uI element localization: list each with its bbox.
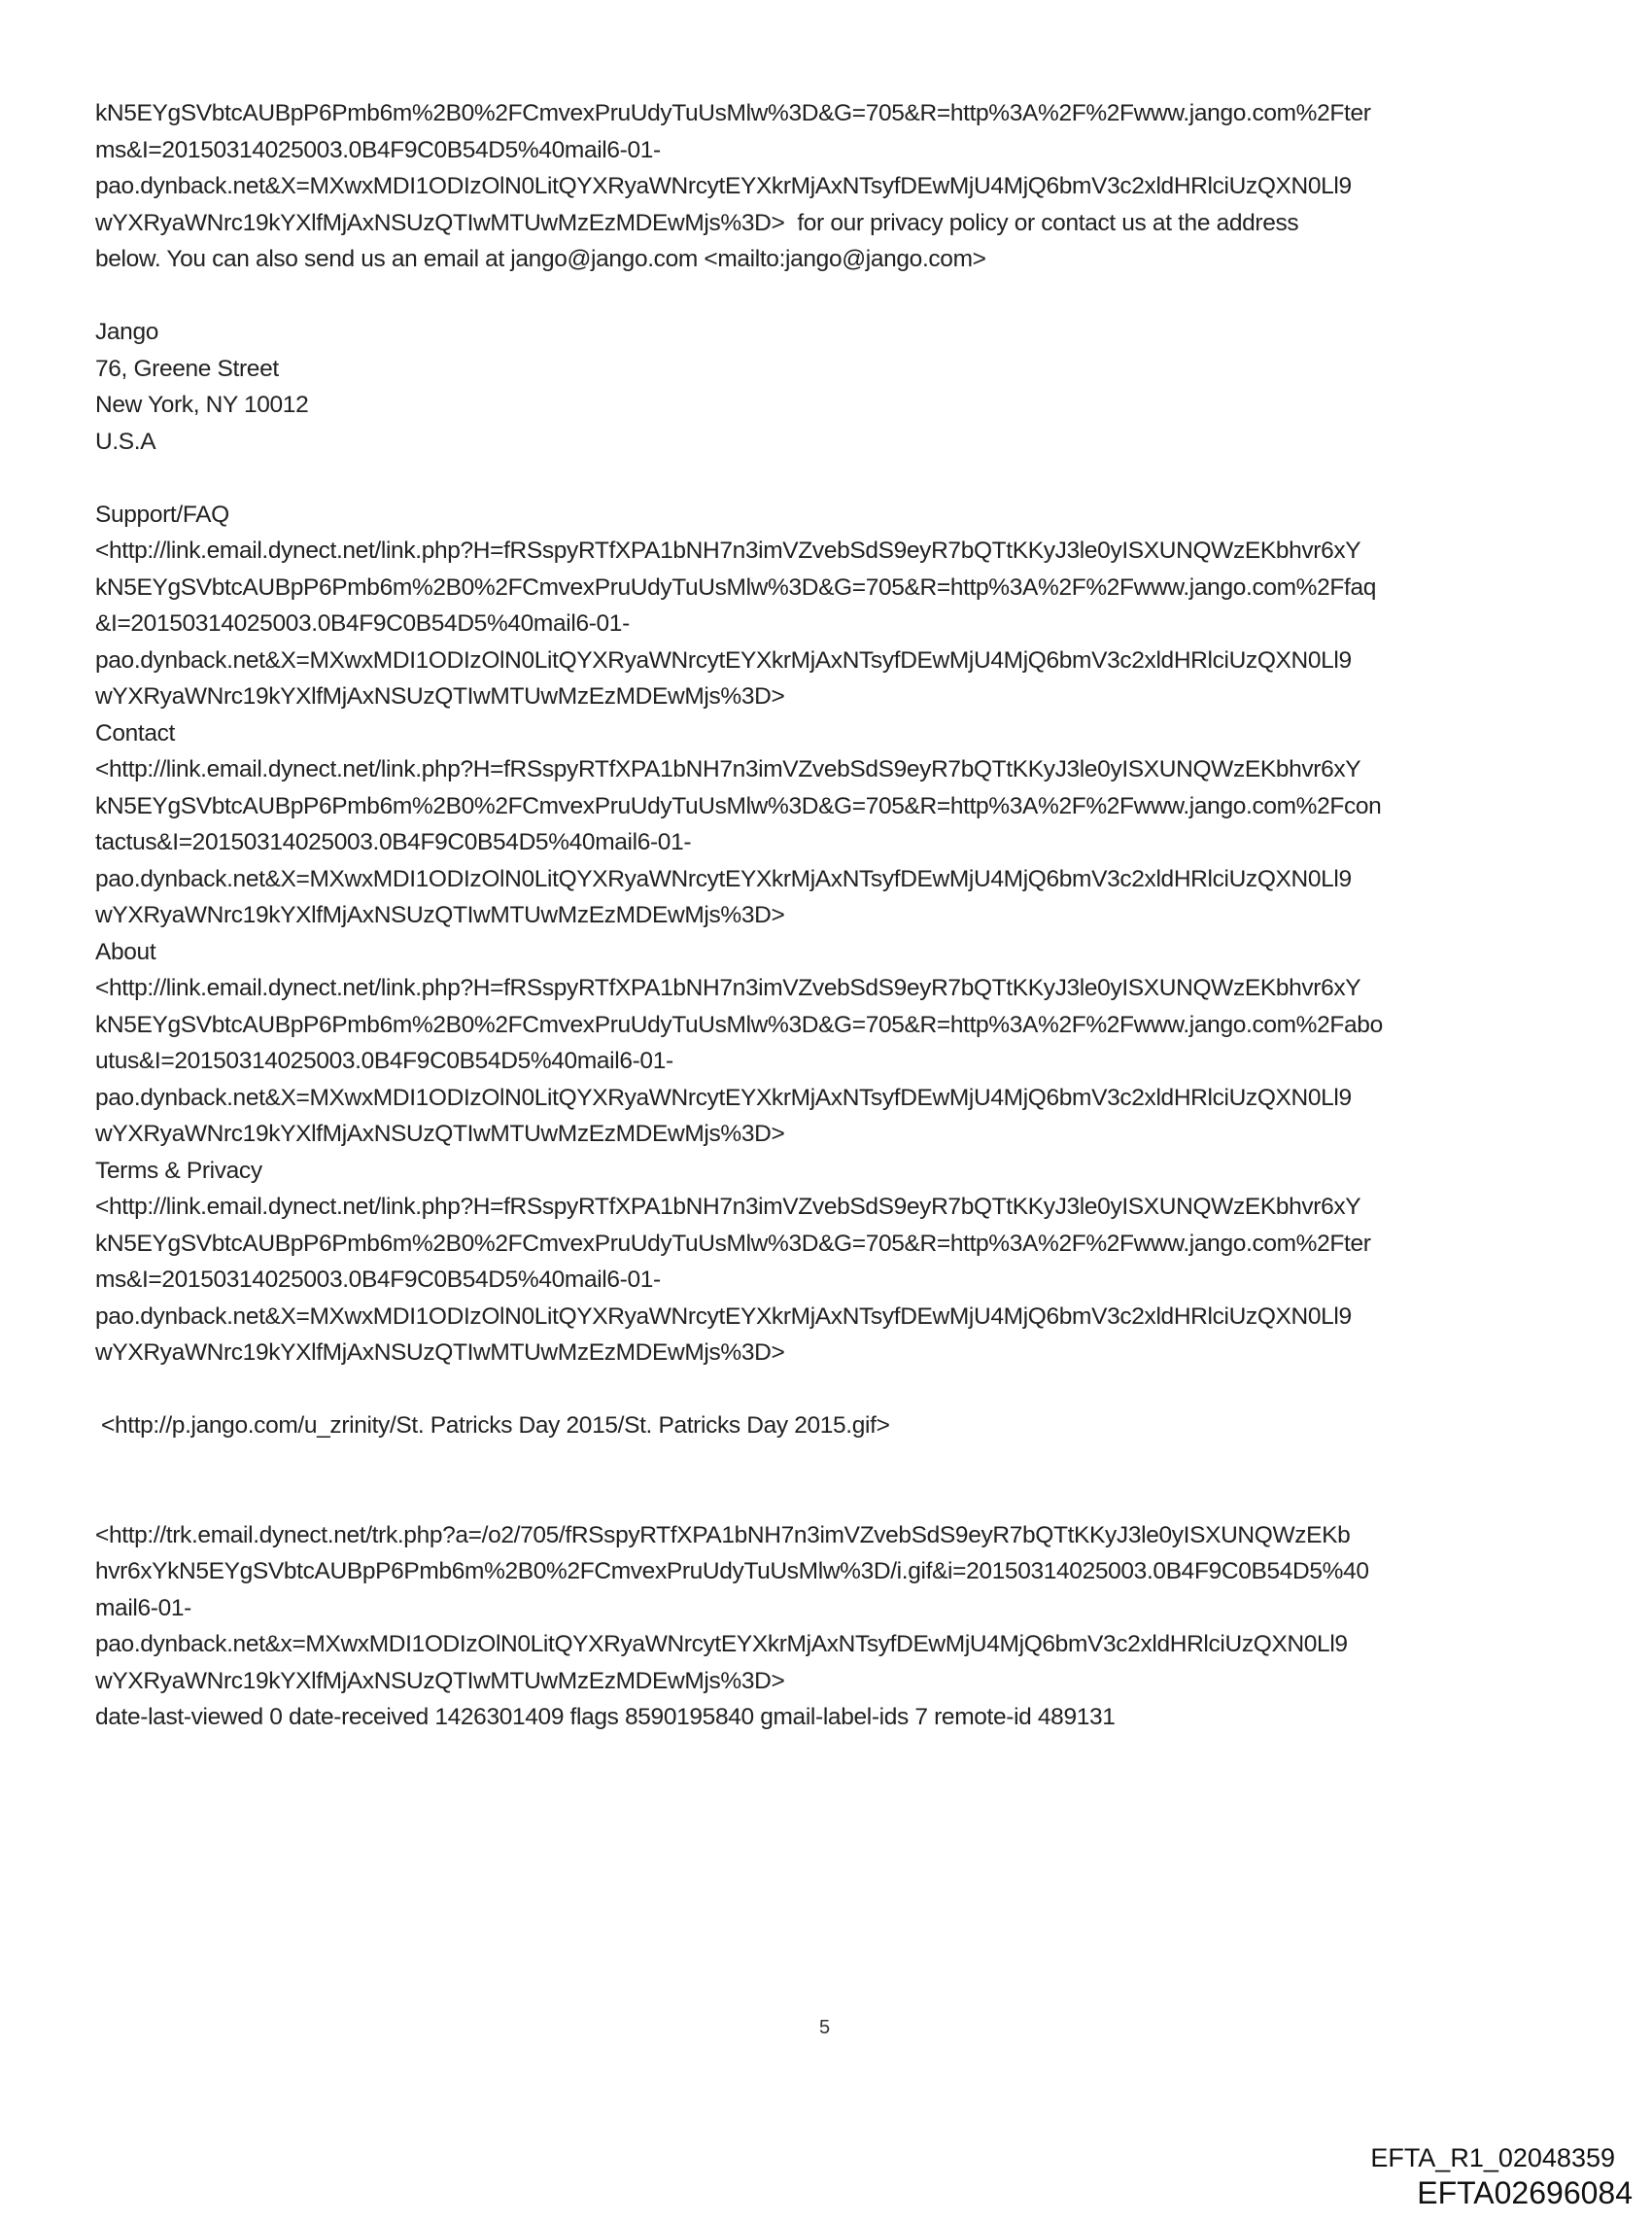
url-line: hvr6xYkN5EYgSVbtcAUBpP6Pmb6m%2B0%2FCmvexPruUdyTuUsMlw%3D/i.gif&i=20150314025003.0B4F9C0B54D5%40 <box>95 1558 1369 1584</box>
terms-privacy-link[interactable] <box>95 1189 1572 1371</box>
text-line: below. You can also send us an email at jango@jango.com <mailto:jango@jango.com> <box>95 246 986 272</box>
spacer <box>95 1480 1572 1517</box>
url-line: tactus&I=20150314025003.0B4F9C0B54D5%40mail6-01- <box>95 829 692 855</box>
city-state-zip: New York, NY 10012 <box>95 392 309 418</box>
company-name: Jango <box>95 319 159 345</box>
url-line: kN5EYgSVbtcAUBpP6Pmb6m%2B0%2FCmvexPruUdyTuUsMlw%3D&G=705&R=http%3A%2F%2Fwww.jango.com%2Fcon <box>95 792 1382 819</box>
url-line: kN5EYgSVbtcAUBpP6Pmb6m%2B0%2FCmvexPruUdyTuUsMlw%3D&G=705&R=http%3A%2F%2Fwww.jango.com%2Fter <box>95 1230 1371 1257</box>
spacer <box>95 278 1572 315</box>
link-section-support-faq <box>95 497 1572 715</box>
spacer <box>95 460 1572 497</box>
url-line: utus&I=20150314025003.0B4F9C0B54D5%40mail6-01- <box>95 1048 673 1074</box>
page-number: 5 <box>819 2017 831 2038</box>
url-line: mail6-01- <box>95 1594 191 1621</box>
url-line: pao.dynback.net&x=MXwxMDI1ODIzOlN0LitQYXRyaWNrcytEYXkrMjAxNTsyfDEwMjU4MjQ6bmV3c2xldHRlciUzQXN0Ll9 <box>95 1631 1348 1657</box>
url-line: <http://link.email.dynect.net/link.php?H=fRSspyRTfXPA1bNH7n3imVZvebSdS9eyR7bQTtKKyJ3le0yISXUNQWzEKbhvr6xY <box>95 756 1361 782</box>
url-line: pao.dynback.net&X=MXwxMDI1ODIzOlN0LitQYXRyaWNrcytEYXkrMjAxNTsyfDEwMjU4MjQ6bmV3c2xldHRlciUzQXN0Ll9 <box>95 646 1352 674</box>
contact-link[interactable] <box>95 751 1572 934</box>
spacer <box>95 1444 1572 1481</box>
bates-number-secondary: EFTA02696084 <box>1417 2175 1633 2210</box>
url-line: wYXRyaWNrc19kYXlfMjAxNSUzQTIwMTUwMzEzMDEwMjs%3D> <box>95 1339 785 1366</box>
text-line: kN5EYgSVbtcAUBpP6Pmb6m%2B0%2FCmvexPruUdyTuUsMlw%3D&G=705&R=http%3A%2F%2Fwww.jango.com%2Fter <box>95 100 1371 126</box>
url-line: &I=20150314025003.0B4F9C0B54D5%40mail6-01- <box>95 610 630 637</box>
url-line: pao.dynback.net&X=MXwxMDI1ODIzOlN0LitQYXRyaWNrcytEYXkrMjAxNTsyfDEwMjU4MjQ6bmV3c2xldHRlciUzQXN0Ll9 <box>95 865 1352 892</box>
spacer <box>95 1371 1572 1408</box>
support-faq-link[interactable] <box>95 533 1572 715</box>
url-line: pao.dynback.net&X=MXwxMDI1ODIzOlN0LitQYXRyaWNrcytEYXkrMjAxNTsyfDEwMjU4MjQ6bmV3c2xldHRlciUzQXN0Ll9 <box>95 1302 1352 1330</box>
url-line: wYXRyaWNrc19kYXlfMjAxNSUzQTIwMTUwMzEzMDEwMjs%3D> <box>95 1121 785 1147</box>
url-line: pao.dynback.net&X=MXwxMDI1ODIzOlN0LitQYXRyaWNrcytEYXkrMjAxNTsyfDEwMjU4MjQ6bmV3c2xldHRlciUzQXN0Ll9 <box>95 1084 1352 1111</box>
street-address: 76, Greene Street <box>95 355 279 382</box>
link-label-support-faq: Support/FAQ <box>95 501 229 528</box>
link-label-contact: Contact <box>95 719 175 746</box>
image-link[interactable] <box>95 1407 1572 1444</box>
image-url: <http://p.jango.com/u_zrinity/St. Patricks Day 2015/St. Patricks Day 2015.gif> <box>101 1412 890 1439</box>
url-line: ms&I=20150314025003.0B4F9C0B54D5%40mail6-01- <box>95 1267 661 1293</box>
link-section-about <box>95 934 1572 1153</box>
url-line: <http://trk.email.dynect.net/trk.php?a=/o2/705/fRSspyRTfXPA1bNH7n3imVZvebSdS9eyR7bQTtKKyJ3le0yISXUNQWzEKb <box>95 1521 1351 1548</box>
email-body <box>95 95 1572 1736</box>
about-link[interactable] <box>95 970 1572 1153</box>
link-label-terms-privacy: Terms & Privacy <box>95 1157 262 1184</box>
url-line: wYXRyaWNrc19kYXlfMjAxNSUzQTIwMTUwMzEzMDEwMjs%3D> <box>95 902 785 928</box>
link-section-terms-privacy <box>95 1153 1572 1371</box>
tracking-pixel-link[interactable] <box>95 1517 1572 1700</box>
link-section-contact <box>95 715 1572 934</box>
text-line: ms&I=20150314025003.0B4F9C0B54D5%40mail6-01- <box>95 136 661 163</box>
message-metadata: date-last-viewed 0 date-received 1426301409 flags 8590195840 gmail-label-ids 7 remote-id 489131 <box>95 1704 1116 1730</box>
url-line: kN5EYgSVbtcAUBpP6Pmb6m%2B0%2FCmvexPruUdyTuUsMlw%3D&G=705&R=http%3A%2F%2Fwww.jango.com%2Ffaq <box>95 573 1377 601</box>
url-line: <http://link.email.dynect.net/link.php?H=fRSspyRTfXPA1bNH7n3imVZvebSdS9eyR7bQTtKKyJ3le0yISXUNQWzEKbhvr6xY <box>95 538 1361 564</box>
text-line: pao.dynback.net&X=MXwxMDI1ODIzOlN0LitQYXRyaWNrcytEYXkrMjAxNTsyfDEwMjU4MjQ6bmV3c2xldHRlciUzQXN0Ll9 <box>95 173 1352 199</box>
url-line: <http://link.email.dynect.net/link.php?H=fRSspyRTfXPA1bNH7n3imVZvebSdS9eyR7bQTtKKyJ3le0yISXUNQWzEKbhvr6xY <box>95 1194 1361 1220</box>
url-line: wYXRyaWNrc19kYXlfMjAxNSUzQTIwMTUwMzEzMDEwMjs%3D> <box>95 683 785 710</box>
privacy-paragraph <box>95 95 1572 278</box>
company-address <box>95 314 1572 460</box>
link-label-about: About <box>95 938 156 965</box>
url-line: wYXRyaWNrc19kYXlfMjAxNSUzQTIwMTUwMzEzMDEwMjs%3D> <box>95 1667 785 1694</box>
bates-number-primary: EFTA_R1_02048359 <box>1370 2143 1615 2172</box>
url-line: <http://link.email.dynect.net/link.php?H=fRSspyRTfXPA1bNH7n3imVZvebSdS9eyR7bQTtKKyJ3le0yISXUNQWzEKbhvr6xY <box>95 975 1361 1001</box>
url-line: kN5EYgSVbtcAUBpP6Pmb6m%2B0%2FCmvexPruUdyTuUsMlw%3D&G=705&R=http%3A%2F%2Fwww.jango.com%2Fabo <box>95 1011 1383 1038</box>
country: U.S.A <box>95 428 156 455</box>
text-line: wYXRyaWNrc19kYXlfMjAxNSUzQTIwMTUwMzEzMDEwMjs%3D> for our privacy policy or contact us at the address <box>95 209 1299 236</box>
